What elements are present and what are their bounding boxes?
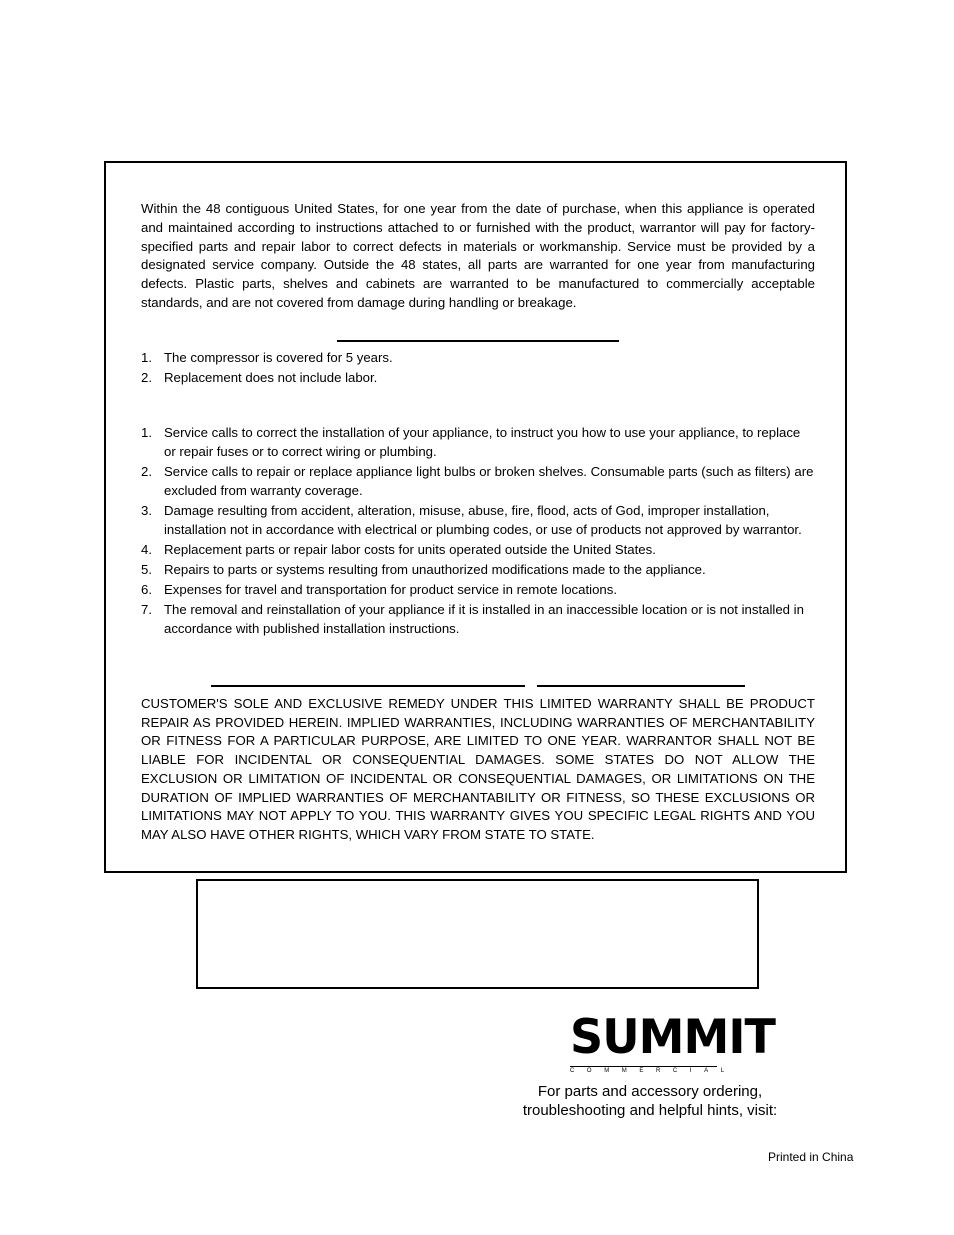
list-item: 2. Service calls to repair or replace appliance light bulbs or broken shelves. Consumable parts (such as filters) are excluded from warranty coverage. — [141, 464, 814, 498]
blank-info-box — [196, 879, 759, 989]
list-item: 7. The removal and reinstallation of your appliance if it is installed in an inaccessible location or is not installed in accordance with published installation instructions. — [141, 602, 804, 636]
list-item: 4. Replacement parts or repair labor costs for units operated outside the United States. — [141, 542, 656, 557]
warranty-intro-paragraph: Within the 48 contiguous United States, for one year from the date of purchase, when this appliance is operated and maintained according to instructions attached to or furnished with the product, warrantor will pay for factory-specified parts and repair labor to correct defects in materials or workmanship. Service must be provided by a designated service company. Outside the 48 states, all parts are warranted for one year from manufacturing defects. Plastic parts, shelves and cabinets are warranted to be manufactured to commercially acceptable standards, and are not covered from damage during handling or breakage. — [141, 201, 815, 310]
list-item: 3. Damage resulting from accident, alteration, misuse, abuse, fire, flood, acts of God, improper installation, installation not in accordance with electrical or plumbing codes, or use of products not approved by warrantor. — [141, 503, 802, 537]
exclusions-list — [141, 423, 815, 639]
coverage-list — [141, 348, 815, 388]
logo-divider — [570, 1066, 717, 1067]
list-item: 1. The compressor is covered for 5 years. — [141, 350, 393, 365]
list-item: 2. Replacement does not include labor. — [141, 370, 378, 385]
visit-line-2: troubleshooting and helpful hints, visit: — [522, 1102, 778, 1119]
logo-subtitle: COMMERCIAL — [570, 1068, 737, 1074]
list-item: 6. Expenses for travel and transportation for product service in remote locations. — [141, 582, 617, 597]
printed-in-text: Printed in China — [768, 1150, 854, 1164]
section-heading-rule — [537, 685, 745, 687]
list-item: 1. Service calls to correct the installation of your appliance, to instruct you how to use your appliance, to replace or repair fuses or to correct wiring or plumbing. — [141, 425, 801, 459]
logo-wordmark: SUMMIT — [570, 1010, 775, 1065]
summit-commercial-logo — [570, 1010, 775, 1075]
section-heading-rule — [337, 340, 619, 342]
remedy-paragraph: CUSTOMER'S SOLE AND EXCLUSIVE REMEDY UNDER THIS LIMITED WARRANTY SHALL BE PRODUCT REPAIR AS PROVIDED HEREIN. IMPLIED WARRANTIES, INCLUDING WARRANTIES OF MERCHANTABILITY OR FITNESS FOR A PARTICULAR PURPOSE, ARE LIMITED TO ONE YEAR. WARRANTOR SHALL NOT BE LIABLE FOR INCIDENTAL OR CONSEQUENTIAL DAMAGES. SOME STATES DO NOT ALLOW THE EXCLUSION OR LIMITATION OF INCIDENTAL OR CONSEQUENTIAL DAMAGES, OR LIMITATIONS ON THE DURATION OF IMPLIED WARRANTIES OF MERCHANTABILITY OR FITNESS, SO THESE EXCLUSIONS OR LIMITATIONS MAY NOT APPLY TO YOU. THIS WARRANTY GIVES YOU SPECIFIC LEGAL RIGHTS AND YOU MAY ALSO HAVE OTHER RIGHTS, WHICH VARY FROM STATE TO STATE. — [141, 696, 815, 842]
visit-text — [505, 1082, 795, 1120]
section-heading-rule — [211, 685, 525, 687]
list-item: 5. Repairs to parts or systems resulting from unauthorized modifications made to the appliance. — [141, 562, 706, 577]
warranty-box — [104, 161, 847, 873]
visit-line-1: For parts and accessory ordering, — [537, 1083, 763, 1100]
